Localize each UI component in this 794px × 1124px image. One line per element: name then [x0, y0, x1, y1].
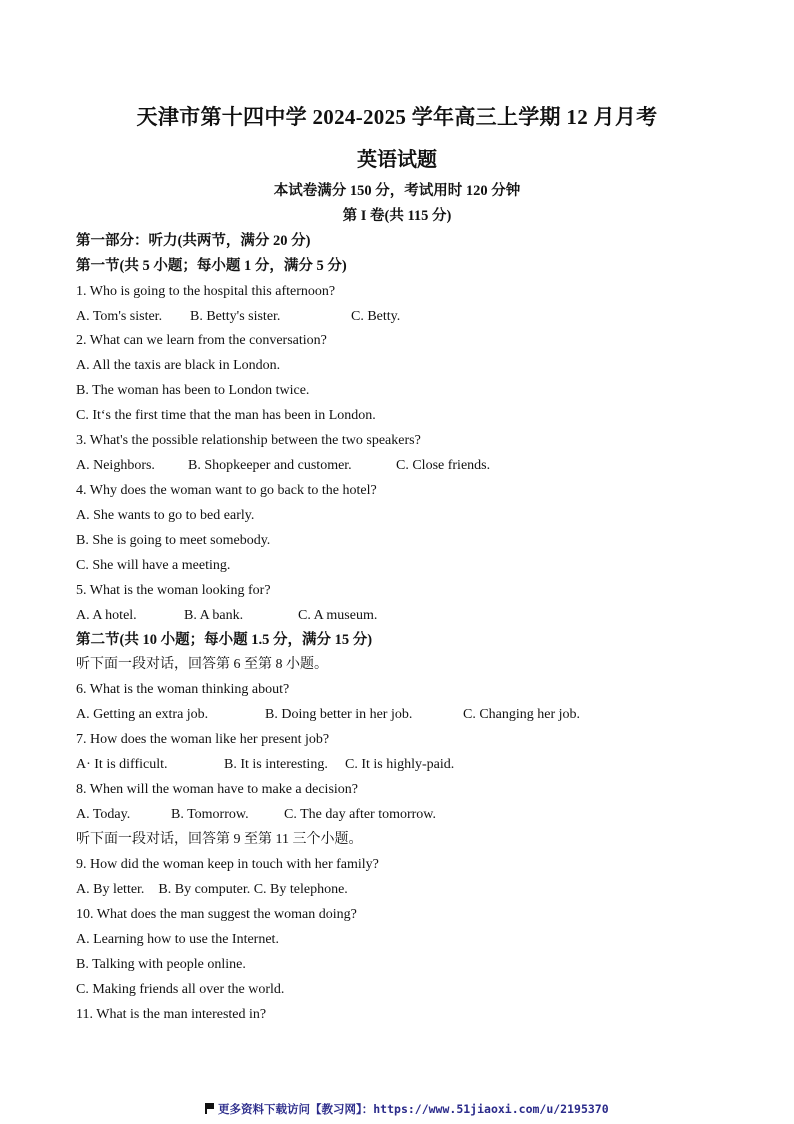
- footer: [205, 1101, 609, 1117]
- option-a: A. Neighbors.: [76, 458, 155, 473]
- footer-text: 更多资料下载访问【教习网】：: [218, 1102, 374, 1116]
- option-b: B. Talking with people online.: [76, 957, 246, 972]
- question-stem: 6. What is the woman thinking about?: [76, 682, 290, 697]
- option-a: A. A hotel.: [76, 608, 137, 623]
- option-c: C. Close friends.: [396, 458, 491, 473]
- option-b: B. A bank.: [184, 608, 244, 623]
- option-b: B. Doing better in her job.: [265, 707, 413, 722]
- question-stem: 4. Why does the woman want to go back to the hotel?: [76, 483, 377, 498]
- flag-icon: [205, 1103, 215, 1114]
- question-stem: 3. What's the possible relationship between the two speakers?: [76, 433, 421, 448]
- option-c: C. The day after tomorrow.: [284, 807, 437, 822]
- instruction: 听下面一段对话，回答第 9 至第 11 三个小题。: [76, 832, 363, 847]
- page-subtitle: 英语试题: [357, 149, 437, 171]
- option-c: C. Betty.: [351, 309, 401, 324]
- footer-link[interactable]: https://www.51jiaoxi.com/u/2195370: [373, 1102, 609, 1116]
- option-c: C. Making friends all over the world.: [76, 982, 285, 997]
- question-stem: 9. How did the woman keep in touch with her family?: [76, 857, 379, 872]
- volume-info: 第 I 卷(共 115 分): [342, 208, 452, 224]
- question-stem: 7. How does the woman like her present job?: [76, 732, 330, 747]
- option-c: C. She will have a meeting.: [76, 558, 231, 573]
- question-stem: 2. What can we learn from the conversation?: [76, 333, 327, 348]
- page-title: 天津市第十四中学 2024-2025 学年高三上学期 12 月月考: [136, 105, 658, 129]
- option-a: A. She wants to go to bed early.: [76, 508, 255, 523]
- option-a: A. All the taxis are black in London.: [76, 358, 281, 373]
- question-stem: 11. What is the man interested in?: [76, 1007, 267, 1022]
- option-a: A. Tom's sister.: [76, 309, 163, 324]
- question-stem: 10. What does the man suggest the woman doing?: [76, 907, 357, 922]
- option-b: B. The woman has been to London twice.: [76, 383, 310, 398]
- option-b: B. It is interesting.: [224, 757, 328, 772]
- option-c: C. It‘s the first time that the man has been in London.: [76, 408, 376, 423]
- option-c: C. A museum.: [298, 608, 378, 623]
- option-c: C. Changing her job.: [463, 707, 581, 722]
- question-stem: 8. When will the woman have to make a decision?: [76, 782, 358, 797]
- option-c: C. It is highly-paid.: [345, 757, 455, 772]
- section-heading: 第一节(共 5 小题；每小题 1 分，满分 5 分): [76, 258, 347, 274]
- instruction: 听下面一段对话，回答第 6 至第 8 小题。: [76, 657, 328, 672]
- option-b: B. Betty's sister.: [190, 309, 281, 324]
- part-heading: 第一部分：听力(共两节，满分 20 分): [76, 233, 311, 249]
- section-heading: 第二节(共 10 小题；每小题 1.5 分，满分 15 分): [76, 632, 373, 648]
- option-a: A. Learning how to use the Internet.: [76, 932, 279, 947]
- exam-info: 本试卷满分 150 分，考试用时 120 分钟: [273, 183, 521, 199]
- option-a: A. Today.: [76, 807, 131, 822]
- options-line: A. By letter. B. By computer. C. By telephone.: [76, 882, 348, 897]
- option-b: B. Tomorrow.: [171, 807, 249, 822]
- option-a: A· It is difficult.: [76, 757, 168, 772]
- option-b: B. She is going to meet somebody.: [76, 533, 271, 548]
- question-stem: 5. What is the woman looking for?: [76, 583, 271, 598]
- option-b: B. Shopkeeper and customer.: [188, 458, 352, 473]
- question-stem: 1. Who is going to the hospital this afternoon?: [76, 284, 336, 299]
- option-a: A. Getting an extra job.: [76, 707, 209, 722]
